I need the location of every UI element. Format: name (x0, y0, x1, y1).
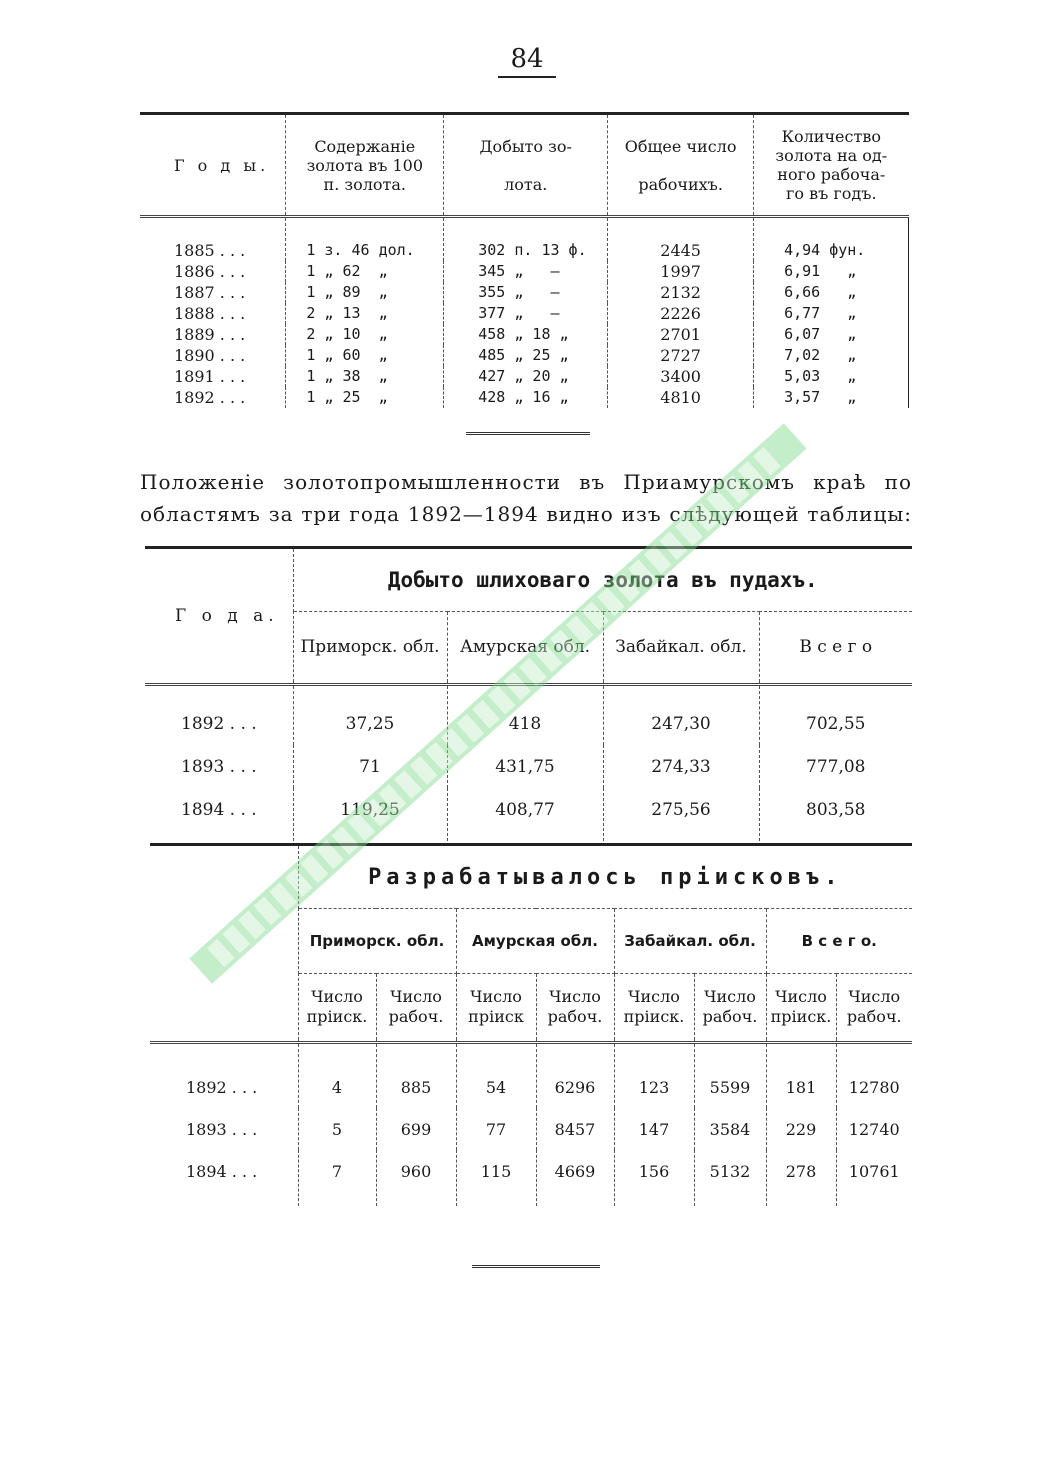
table1-cell-worker-count: 2701 (608, 324, 754, 345)
table2-year-header: Г о д а. (145, 548, 293, 683)
table3-subheader-mines (456, 974, 536, 1041)
table2-cell: 1893 . . . (145, 745, 293, 788)
table1-header-years: Г о д ы. (140, 114, 286, 217)
table2-cell: 71 (293, 745, 447, 788)
subheader-line: Число (848, 987, 901, 1006)
table1-cell-gold-mined: 485 „ 25 „ (444, 345, 608, 366)
table3-subheader-workers (836, 974, 912, 1041)
table1-cell-gold-content: 2 „ 13 „ (286, 303, 444, 324)
table2-cell: 431,75 (447, 745, 603, 788)
table2-cell: 1892 . . . (145, 685, 293, 746)
table1-cell-gold-per-worker: 4,94 фун. (754, 217, 909, 262)
table-row (150, 1150, 912, 1206)
table1-cell-year: 1890 . . . (140, 345, 286, 366)
table2-cell: 803,58 (806, 799, 866, 820)
table3-subheader-workers (376, 974, 456, 1041)
subheader-line: Число (311, 987, 363, 1006)
table3-cell: 147 (614, 1108, 694, 1150)
table-row (145, 745, 912, 788)
table3-cell: 229 (766, 1108, 836, 1150)
table1-cell-gold-content: 1 „ 89 „ (286, 282, 444, 303)
table-row (140, 217, 909, 262)
table1-cell-gold-per-worker: 6,91 „ (754, 261, 909, 282)
table1-header-mined: Добыто зо- лота. (444, 114, 608, 217)
table1-cell-year: 1885 . . . (140, 217, 286, 262)
subheader-line: Число (704, 987, 756, 1006)
table3-subheader-workers (536, 974, 614, 1041)
paragraph-line-2: областямъ за три года 1892—1894 видно изъ слѣдующей таблицы: (140, 502, 912, 526)
table2-col-zabaikal: Забайкал. обл. (603, 612, 759, 683)
subheader-line: Число (628, 987, 680, 1006)
table2-cell: 777,08 (806, 756, 866, 777)
table3-cell: 12780 (848, 1077, 900, 1097)
table1-cell-gold-per-worker: 6,07 „ (754, 324, 909, 345)
subheader-line: пріиск. (770, 1007, 832, 1026)
table1-header-workers: Общее число рабочихъ. (608, 114, 754, 217)
table3-cell: 699 (376, 1108, 456, 1150)
table3-cell: 115 (456, 1150, 536, 1206)
table3-cell: 10761 (848, 1161, 900, 1181)
table3-region-zabaikal: Забайкал. обл. (614, 909, 766, 974)
table1-cell-year: 1888 . . . (140, 303, 286, 324)
subheader-line: рабоч. (846, 1007, 902, 1026)
table3-cell: 5599 (694, 1043, 766, 1109)
table3-subheader-mines (614, 974, 694, 1041)
table3-cell: 181 (766, 1043, 836, 1109)
table1-cell-worker-count: 2445 (608, 217, 754, 262)
table1-cell-gold-mined: 428 „ 16 „ (444, 387, 608, 408)
table1-cell-gold-content: 1 „ 38 „ (286, 366, 444, 387)
table1-cell-gold-per-worker: 5,03 „ (754, 366, 909, 387)
gold-yield-table-1885-1892 (140, 112, 909, 408)
table-row (140, 261, 909, 282)
table-row (140, 366, 909, 387)
table1-cell-worker-count: 2132 (608, 282, 754, 303)
table1-cell-year: 1891 . . . (140, 366, 286, 387)
table2-cell: 119,25 (293, 788, 447, 841)
table1-cell-gold-content: 1 „ 60 „ (286, 345, 444, 366)
table2-cell: 275,56 (603, 788, 759, 841)
table3-title: Разрабатывалось пріисковъ. (298, 845, 912, 909)
table-row (140, 324, 909, 345)
table3-cell: 278 (766, 1150, 836, 1206)
table1-cell-worker-count: 1997 (608, 261, 754, 282)
subheader-line: пріиск (468, 1007, 524, 1026)
table3-title-row (150, 845, 912, 909)
table-row (150, 1108, 912, 1150)
table3-region-total: В с е г о. (766, 909, 912, 974)
table2-cell: 247,30 (603, 685, 759, 746)
table1-cell-gold-per-worker: 6,66 „ (754, 282, 909, 303)
table2-col-primorsk: Приморск. обл. (293, 612, 447, 683)
table3-subheader-mines (298, 974, 376, 1041)
table1-header-row (140, 114, 909, 217)
table-row (150, 1043, 912, 1109)
table3-cell: 5 (298, 1108, 376, 1150)
table3-cell: 3584 (694, 1108, 766, 1150)
table3-cell: 1894 . . . (150, 1150, 298, 1206)
table1-cell-gold-per-worker: 3,57 „ (754, 387, 909, 408)
table1-cell-gold-content: 2 „ 10 „ (286, 324, 444, 345)
mines-worked-table (150, 843, 912, 1206)
table2-cell: 37,25 (293, 685, 447, 746)
table1-cell-worker-count: 2727 (608, 345, 754, 366)
table1-cell-year: 1886 . . . (140, 261, 286, 282)
table3-cell: 5132 (694, 1150, 766, 1206)
table3-cell: 8457 (536, 1108, 614, 1150)
table3-cell: 54 (456, 1043, 536, 1109)
table1-cell-year: 1887 . . . (140, 282, 286, 303)
table2-cell: 1894 . . . (145, 788, 293, 841)
table1-header-per-worker: Количество золота на од- ного рабоча- го въ годъ. (754, 114, 909, 217)
table2-col-amur: Амурская обл. (447, 612, 603, 683)
table3-cell: 1893 . . . (150, 1108, 298, 1150)
table1-cell-gold-mined: 345 „ — (444, 261, 608, 282)
subheader-line: Число (549, 987, 601, 1006)
table1-cell-gold-mined: 355 „ — (444, 282, 608, 303)
table3-subheader-workers (694, 974, 766, 1041)
section-divider (466, 432, 590, 435)
table2-title: Добыто шлиховаго золота въ пудахъ. (293, 548, 912, 612)
table-row (145, 788, 912, 841)
placer-gold-by-region-table (145, 546, 912, 841)
table3-cell: 156 (614, 1150, 694, 1206)
subheader-line: Число (390, 987, 442, 1006)
table2-col-total: В с е г о (799, 637, 873, 657)
table3-cell: 7 (298, 1150, 376, 1206)
subheader-line: пріиск. (306, 1007, 368, 1026)
table1-cell-gold-mined: 427 „ 20 „ (444, 366, 608, 387)
table2-title-row (145, 548, 912, 612)
table3-cell: 960 (376, 1150, 456, 1206)
table3-cell: 123 (614, 1043, 694, 1109)
table2-cell: 418 (447, 685, 603, 746)
table2-cell: 702,55 (806, 713, 866, 734)
table-row (140, 345, 909, 366)
table1-cell-gold-mined: 377 „ — (444, 303, 608, 324)
table1-header-content: Содержаніе золота въ 100 п. золота. (286, 114, 444, 217)
table1-cell-worker-count: 2226 (608, 303, 754, 324)
end-divider (472, 1265, 600, 1268)
table1-cell-gold-mined: 302 п. 13 ф. (444, 217, 608, 262)
table1-cell-worker-count: 4810 (608, 387, 754, 408)
table1-cell-gold-per-worker: 7,02 „ (754, 345, 909, 366)
table-row (140, 303, 909, 324)
table1-cell-year: 1892 . . . (140, 387, 286, 408)
subheader-line: Число (470, 987, 522, 1006)
table3-subheader-mines (766, 974, 836, 1041)
table2-cell: 408,77 (447, 788, 603, 841)
subheader-line: рабоч. (388, 1007, 444, 1026)
table1-cell-gold-mined: 458 „ 18 „ (444, 324, 608, 345)
table-row (145, 685, 912, 746)
table3-cell: 4 (298, 1043, 376, 1109)
table2-cell: 274,33 (603, 745, 759, 788)
subheader-line: Число (775, 987, 827, 1006)
table1-cell-gold-content: 1 „ 25 „ (286, 387, 444, 408)
table3-region-amur: Амурская обл. (456, 909, 614, 974)
table3-cell: 4669 (536, 1150, 614, 1206)
table1-cell-year: 1889 . . . (140, 324, 286, 345)
table-row (140, 282, 909, 303)
table3-region-primorsk: Приморск. обл. (298, 909, 456, 974)
table1-cell-gold-content: 1 „ 62 „ (286, 261, 444, 282)
table1-cell-gold-per-worker: 6,77 „ (754, 303, 909, 324)
table3-year-header-blank (150, 845, 298, 1041)
subheader-line: рабоч. (702, 1007, 758, 1026)
page-number: 84 (498, 44, 556, 78)
table3-cell: 885 (376, 1043, 456, 1109)
subheader-line: пріиск. (623, 1007, 685, 1026)
table3-cell: 77 (456, 1108, 536, 1150)
table3-cell: 6296 (536, 1043, 614, 1109)
table1-cell-gold-content: 1 з. 46 дол. (286, 217, 444, 262)
table-row (140, 387, 909, 408)
table3-cell: 12740 (848, 1119, 900, 1139)
table3-cell: 1892 . . . (150, 1043, 298, 1109)
table1-cell-worker-count: 3400 (608, 366, 754, 387)
subheader-line: рабоч. (547, 1007, 603, 1026)
paragraph-line-1: Положеніе золотопромышленности въ Приамурскомъ краѣ по (140, 470, 912, 494)
